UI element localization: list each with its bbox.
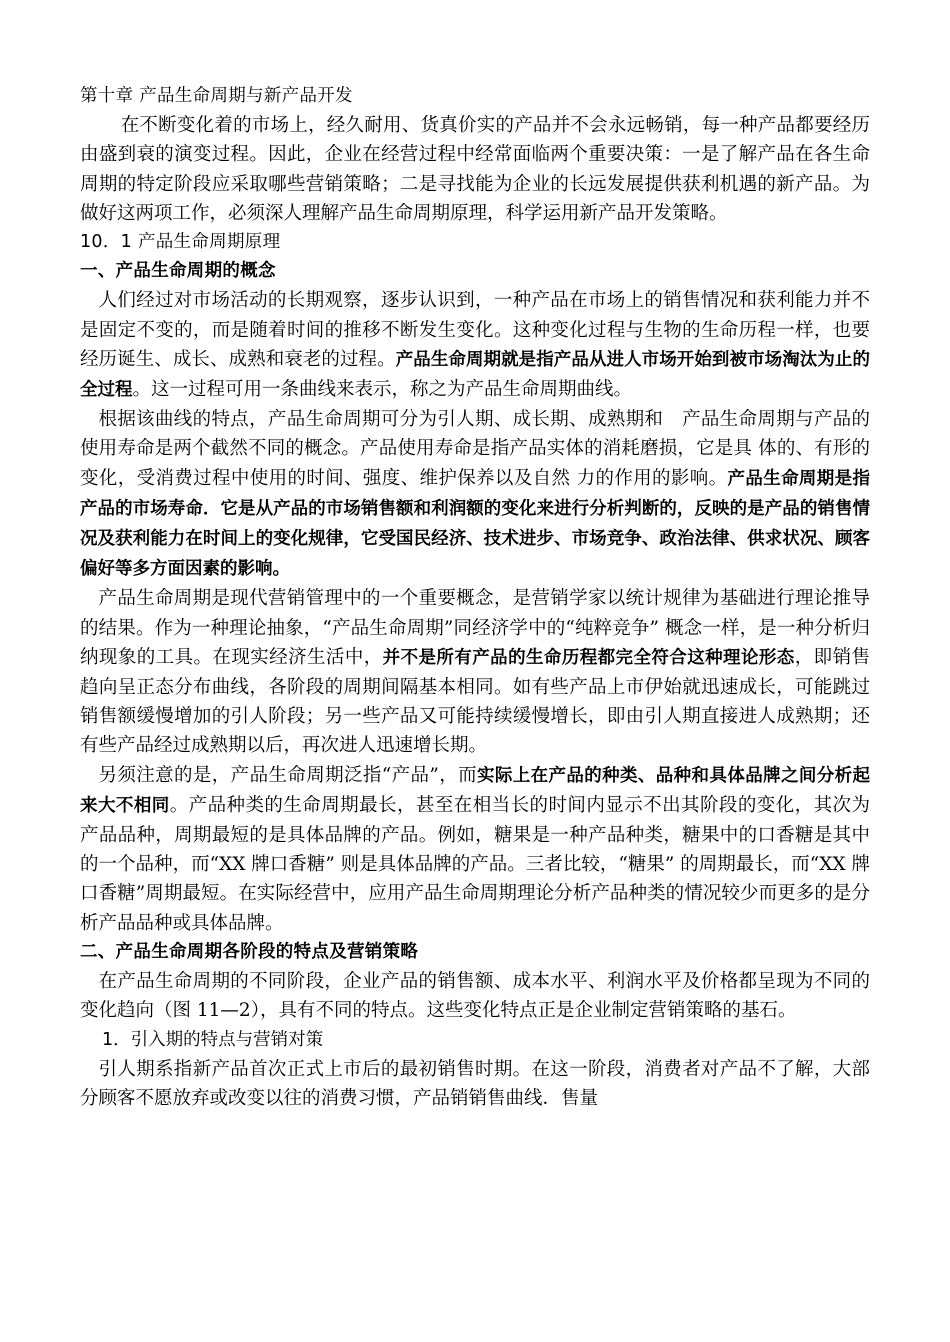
emphasis-text: 并不是所有产品的生命历程都完全符合这种理论形态 <box>382 647 795 668</box>
paragraph-text: 根据该曲线的特点，产品生命周期可分为引人期、成长期、成熟期和 产品生命周期与产品的使用寿命是两个截然不同的概念。产品使用寿命是指产品实体的消耗磨损，它是具 体的、有形的变化，受消费过程中使用的时间、强度、维护保养以及自然 力的作用的影响。 <box>80 409 870 489</box>
section-title: 10．1 产品生命周期原理 <box>80 232 281 253</box>
paragraph-text: 人们经过对市场活动的长期观察，逐步认识到，一种产品在市场上的销售情况和获利能力并不是固定不变的，而是随着时间的推移不断发生变化。这种变化过程与生物的生命历程一样，也要经历诞生、成长、成熟和衰老的过程。 <box>80 290 870 370</box>
chapter-title: 第十章 产品生命周期与新产品开发 <box>80 86 353 106</box>
paragraph-text: 另须注意的是，产品生命周期泛指“产品”，而 <box>98 764 477 786</box>
subheading-introduction-stage: 1．引入期的特点与营销对策 <box>102 1029 324 1050</box>
paragraph-introduction-stage: 引人期系指新产品首次正式上市后的最初销售时期。在这一阶段，消费者对产品不了解，大部分顾客不愿放弃或改变以往的消费习惯，产品销销售曲线．售量 <box>80 1058 870 1109</box>
intro-paragraph: 在不断变化着的市场上，经久耐用、货真价实的产品并不会永远畅销，每一种产品都要经历由盛到衰的演变过程。因此，企业在经营过程中经常面临两个重要决策：一是了解产品在各生命周期的特定阶段应采取哪些营销策略；二是寻找能为企业的长远发展提供获利机遇的新产品。为做好这两项工作，必须深人理解产品生命周期原理，科学运用新产品开发策略。 <box>80 115 870 224</box>
subsection-heading-stages: 二、产品生命周期各阶段的特点及营销策略 <box>80 941 419 962</box>
emphasis-text: 产品生命周期是指产品的市场寿命．它是从产品的市场销售额和利润额的变化来进行分析判断的，反映的是产品的销售情况及获利能力在时间上的变化规律，它受国民经济、技术进步、市场竞争、政治法律、供求状况、顾客偏好等多方面因素的影响。 <box>80 468 871 580</box>
document-page <box>80 82 870 1113</box>
paragraph-text: 产品生命周期是现代营销管理中的一个重要概念，是营销学家以统计规律为基础进行理论推导的结果。作为一种理论抽象，“产品生命周期”同经济学中的“纯粹竞争” 概念一样，是一种分析归纳现象的工具。在现实经济生活中， <box>80 588 870 668</box>
paragraph-categories <box>80 761 870 938</box>
paragraph-stages: 在产品生命周期的不同阶段，企业产品的销售额、成本水平、利润水平及价格都呈现为不同的变化趋向（图 11—2），具有不同的特点。这些变化特点正是企业制定营销策略的基石。 <box>80 971 870 1022</box>
emphasis-text: 实际上在产品的种类、品种和具体品牌之间分析起来大不相同 <box>80 765 871 816</box>
paragraph-text: 。这一过程可用一条曲线来表示，称之为产品生命周期曲线。 <box>132 379 633 401</box>
paragraph-theory <box>80 584 870 760</box>
emphasis-text: 产品生命周期就是指产品从进人市场开始到被市场淘汰为止的全过程 <box>80 349 870 401</box>
paragraph-text: 。产品种类的生命周期最长，甚至在相当长的时间内显示不出其阶段的变化，其次为产品品种，周期最短的是具体品牌的产品。例如，糖果是一种产品种类，糖果中的口香糖是其中的一个品种，而“XX 牌口香糖” 则是具体品牌的产品。三者比较，“糖果” 的周期最长，而“XX 牌口香糖”周期最短。在实际经营中，应用产品生命周期理论分析产品种类的情况较少而更多的是分析产品品种或具体品牌。 <box>80 794 870 934</box>
paragraph-text: ，即销售趋向呈正态分布曲线，各阶段的周期间隔基本相同。如有些产品上市伊始就迅速成长，可能跳过销售额缓慢增加的引人阶段；另一些产品又可能持续缓慢增长，即由引人期直接进人成熟期；还有些产品经过成熟期以后，再次进人迅速增长期。 <box>80 646 870 757</box>
subsection-heading-concept: 一、产品生命周期的概念 <box>80 261 276 282</box>
paragraph-lifespan <box>80 405 870 584</box>
paragraph-concept <box>80 286 870 405</box>
